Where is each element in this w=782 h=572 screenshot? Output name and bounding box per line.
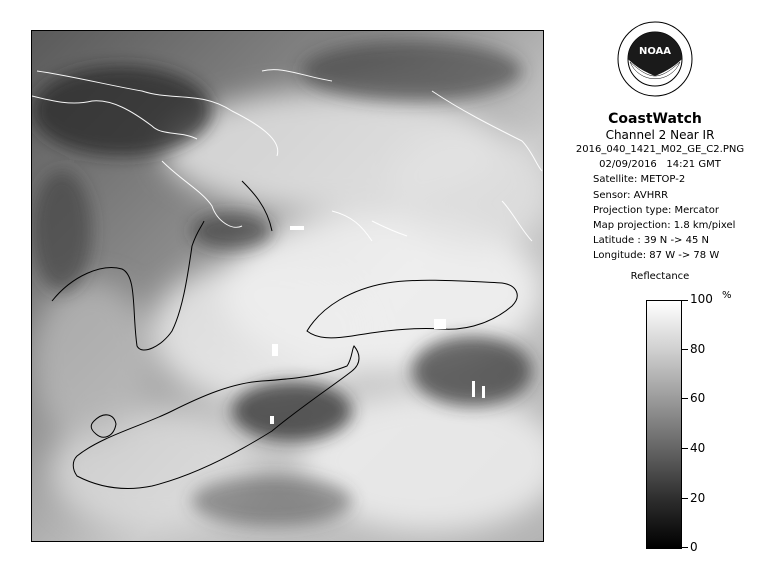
sensor-label: Sensor: AVHRR (593, 189, 669, 201)
channel-label: Channel 2 Near IR (605, 128, 715, 142)
colorbar-tick (682, 300, 688, 301)
longitude-label: Longitude: 87 W -> 78 W (593, 250, 720, 262)
map-projection-label: Map projection: 1.8 km/pixel (593, 220, 736, 232)
satellite-label: Satellite: METOP-2 (593, 174, 686, 186)
reflectance-colorbar (646, 300, 682, 549)
image-info (560, 128, 760, 264)
legend-unit: % (722, 290, 732, 301)
noaa-logo-text: NOAA (638, 46, 672, 57)
legend-title: Reflectance (630, 271, 690, 282)
brand-title: CoastWatch (608, 111, 702, 127)
filename-label: 2016_040_1421_M02_GE_C2.PNG (575, 144, 745, 155)
colorbar-tick-label: 100 (690, 292, 713, 306)
colorbar-tick (682, 398, 688, 399)
colorbar-tick (682, 349, 688, 350)
colorbar-tick-label: 60 (690, 391, 706, 405)
satellite-imagery (32, 31, 543, 541)
time-value: 14:21 GMT (666, 159, 721, 171)
colorbar-tick-label: 20 (690, 491, 706, 505)
colorbar-tick (682, 547, 688, 548)
noaa-seal (617, 14, 693, 108)
noaa-logo (617, 14, 693, 108)
colorbar-tick-label: 40 (690, 441, 706, 455)
satellite-map (31, 30, 544, 542)
colorbar-tick (682, 498, 688, 499)
datetime-label (560, 157, 760, 172)
latitude-label: Latitude : 39 N -> 45 N (593, 235, 709, 247)
date-value: 02/09/2016 (599, 159, 657, 171)
projection-type-label: Projection type: Mercator (593, 204, 719, 216)
colorbar-tick (682, 448, 688, 449)
colorbar-tick-label: 0 (690, 540, 698, 554)
colorbar-tick-label: 80 (690, 342, 706, 356)
